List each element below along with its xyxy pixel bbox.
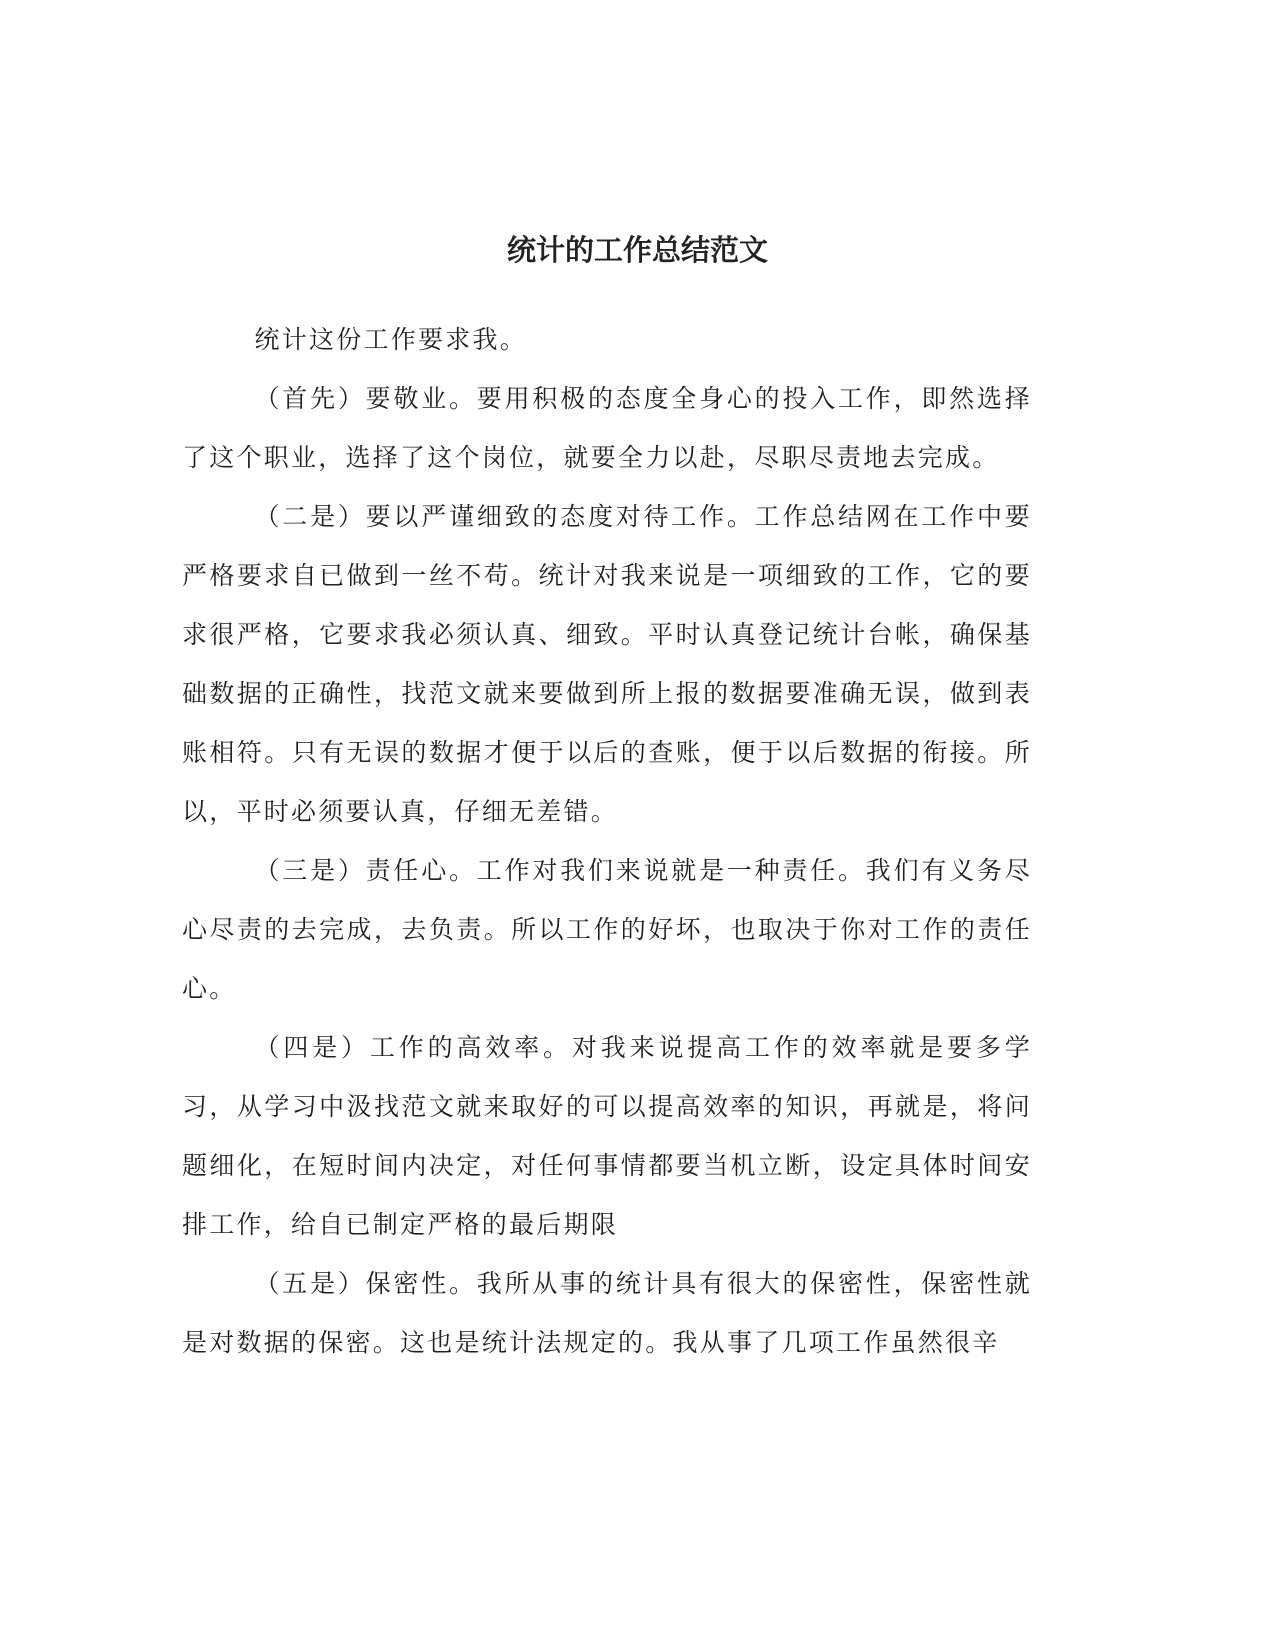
paragraph-third: （三是）责任心。工作对我们来说就是一种责任。我们有义务尽心尽责的去完成，去负责。所以工作的好坏，也取决于你对工作的责任心。 — [182, 856, 1032, 1003]
paragraph-fifth: （五是）保密性。我所从事的统计具有很大的保密性，保密性就是对数据的保密。这也是统计法规定的。我从事了几项工作虽然很辛 — [182, 1269, 1032, 1357]
paragraph-second: （二是）要以严谨细致的态度对待工作。工作总结网在工作中要严格要求自已做到一丝不苟。统计对我来说是一项细致的工作，它的要求很严格，它要求我必须认真、细致。平时认真登记统计台帐，确保基础数据的正确性，找范文就来要做到所上报的数据要准确无误，做到表账相符。只有无误的数据才便于以后的查账，便于以后数据的衔接。所以，平时必须要认真，仔细无差错。 — [182, 502, 1032, 826]
paragraph-intro: 统计这份工作要求我。 — [254, 325, 528, 354]
document-body — [182, 310, 1032, 1372]
paragraph-first: （首先）要敬业。要用积极的态度全身心的投入工作，即然选择了这个职业，选择了这个岗位，就要全力以赴，尽职尽责地去完成。 — [182, 384, 1032, 472]
document-title: 统计的工作总结范文 — [506, 233, 768, 268]
paragraph-fourth: （四是）工作的高效率。对我来说提高工作的效率就是要多学习，从学习中汲找范文就来取好的可以提高效率的知识，再就是，将问题细化，在短时间内决定，对任何事情都要当机立断，设定具体时间安排工作，给自已制定严格的最后期限 — [182, 1033, 1032, 1239]
